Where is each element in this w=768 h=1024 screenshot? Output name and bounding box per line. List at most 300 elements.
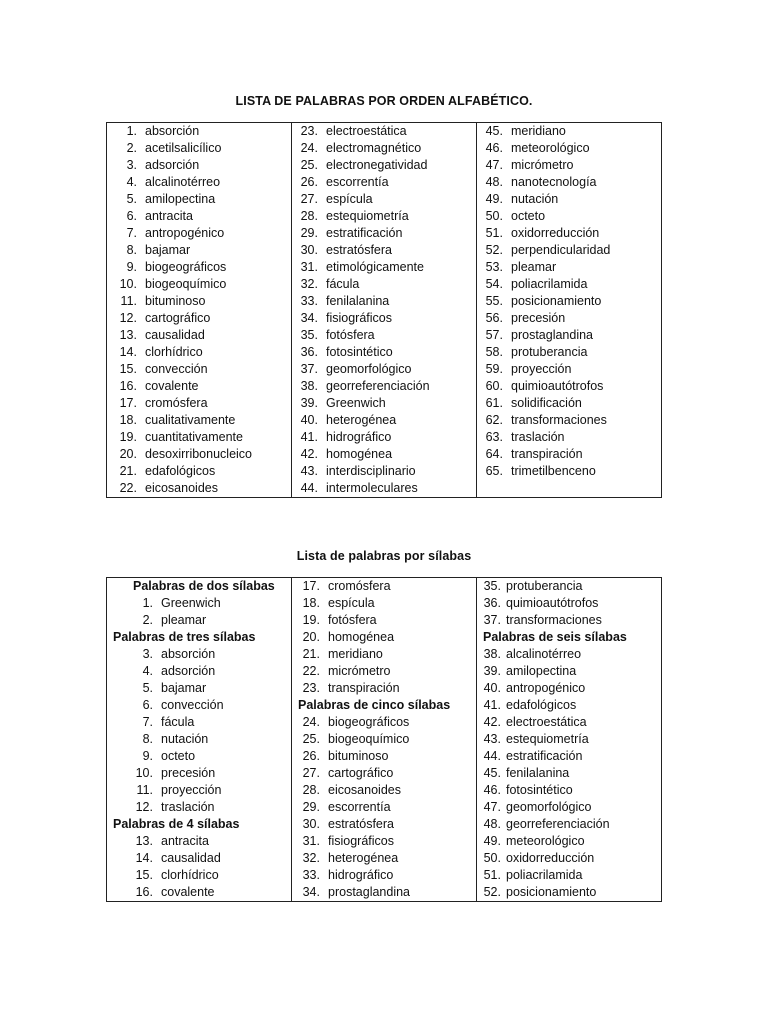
word-text: eicosanoides (328, 783, 401, 797)
table-cell (292, 395, 477, 412)
word-number: 44. (300, 481, 318, 495)
table-cell (107, 629, 292, 646)
word-text: bituminoso (145, 294, 206, 308)
table-cell (477, 310, 662, 327)
word-number: 24. (300, 141, 318, 155)
word-text: adsorción (145, 158, 200, 172)
table-cell (477, 140, 662, 157)
word-number: 9. (142, 749, 153, 763)
word-number: 5. (126, 192, 137, 206)
word-text: biogeográficos (328, 715, 410, 729)
table-cell (477, 714, 662, 731)
word-number: 43. (483, 732, 501, 746)
word-text: fisiográficos (326, 311, 392, 325)
table-cell (477, 174, 662, 191)
table-cell (477, 748, 662, 765)
table-cell (477, 799, 662, 816)
table-cell (477, 293, 662, 310)
table-row (107, 344, 662, 361)
table-row (107, 123, 662, 141)
table-cell (292, 140, 477, 157)
word-number: 41. (483, 698, 501, 712)
table-cell (107, 208, 292, 225)
word-number: 23. (302, 681, 320, 695)
word-text: oxidorreducción (506, 851, 595, 865)
word-text: fotósfera (328, 613, 377, 627)
table-cell (107, 378, 292, 395)
word-number: 48. (483, 817, 501, 831)
table-cell (477, 378, 662, 395)
word-text: cromósfera (328, 579, 391, 593)
word-number: 60. (485, 379, 503, 393)
table-cell (292, 276, 477, 293)
table-cell (477, 765, 662, 782)
syllable-group-heading: Palabras de cinco sílabas (298, 698, 451, 712)
table-cell (107, 344, 292, 361)
word-text: proyección (161, 783, 222, 797)
word-text: octeto (161, 749, 196, 763)
word-text: bajamar (161, 681, 207, 695)
table-row (107, 276, 662, 293)
word-text: etimológicamente (326, 260, 424, 274)
table-cell (107, 731, 292, 748)
word-text: acetilsalicílico (145, 141, 222, 155)
table-cell (107, 646, 292, 663)
table-cell (292, 361, 477, 378)
word-number: 58. (485, 345, 503, 359)
table-row (107, 867, 662, 884)
table-cell (107, 680, 292, 697)
word-text: quimioautótrofos (511, 379, 604, 393)
table-cell (107, 714, 292, 731)
word-number: 15. (135, 868, 153, 882)
table-cell (477, 867, 662, 884)
word-text: octeto (511, 209, 546, 223)
table-cell (477, 412, 662, 429)
word-number: 11. (120, 294, 137, 308)
table-cell (107, 174, 292, 191)
word-number: 42. (483, 715, 501, 729)
table-cell (107, 782, 292, 799)
table-row (107, 850, 662, 867)
word-text: convección (161, 698, 224, 712)
table-cell (292, 816, 477, 833)
word-text: meteorológico (511, 141, 590, 155)
table-cell (477, 646, 662, 663)
table-cell (477, 191, 662, 208)
syllable-group-heading: Palabras de seis sílabas (483, 630, 627, 644)
word-number: 32. (302, 851, 320, 865)
table-cell (107, 225, 292, 242)
table-row (107, 174, 662, 191)
table-row (107, 731, 662, 748)
word-text: convección (145, 362, 208, 376)
word-text: causalidad (161, 851, 221, 865)
word-text: edafológicos (145, 464, 216, 478)
word-number: 43. (300, 464, 318, 478)
table-cell (477, 344, 662, 361)
word-text: posicionamiento (511, 294, 602, 308)
word-number: 21. (119, 464, 137, 478)
word-number: 27. (300, 192, 318, 206)
word-text: cualitativamente (145, 413, 236, 427)
word-number: 29. (300, 226, 318, 240)
word-text: georreferenciación (506, 817, 610, 831)
page-title-syllables: Lista de palabras por sílabas (296, 549, 472, 563)
word-number: 9. (126, 260, 137, 274)
word-number: 64. (485, 447, 503, 461)
word-text: intermoleculares (326, 481, 418, 495)
word-text: estequiometría (326, 209, 409, 223)
table-cell (477, 697, 662, 714)
table-row (107, 578, 662, 596)
table-cell (477, 782, 662, 799)
word-number: 23. (300, 124, 318, 138)
word-number: 41. (300, 430, 318, 444)
word-number: 55. (485, 294, 503, 308)
word-text: biogeoquímico (328, 732, 410, 746)
table-cell (292, 123, 477, 141)
table-row (107, 293, 662, 310)
word-number: 49. (483, 834, 501, 848)
word-text: precesión (161, 766, 216, 780)
table-cell (292, 293, 477, 310)
table-cell (292, 446, 477, 463)
word-number: 40. (300, 413, 318, 427)
word-number: 28. (300, 209, 318, 223)
table-cell (292, 850, 477, 867)
word-number: 45. (485, 124, 503, 138)
word-text: cartográfico (328, 766, 394, 780)
word-number: 44. (483, 749, 501, 763)
word-text: estratósfera (326, 243, 393, 257)
word-text: heterogénea (328, 851, 399, 865)
word-number: 47. (485, 158, 503, 172)
table-cell (292, 157, 477, 174)
table-row (107, 378, 662, 395)
word-text: fisiográficos (328, 834, 394, 848)
word-text: biogeoquímico (145, 277, 227, 291)
word-text: Greenwich (161, 596, 221, 610)
word-number: 2. (142, 613, 153, 627)
word-text: traslación (161, 800, 215, 814)
word-number: 52. (485, 243, 503, 257)
table-cell (477, 327, 662, 344)
word-number: 20. (119, 447, 137, 461)
table-cell (107, 157, 292, 174)
word-text: estratósfera (328, 817, 395, 831)
word-text: precesión (511, 311, 566, 325)
word-number: 28. (302, 783, 320, 797)
word-text: protuberancia (506, 579, 583, 593)
word-number: 39. (483, 664, 501, 678)
table-row (107, 395, 662, 412)
word-number: 3. (142, 647, 153, 661)
table-cell (477, 429, 662, 446)
table-cell (292, 646, 477, 663)
table-row (107, 463, 662, 480)
word-text: escorrentía (328, 800, 391, 814)
word-text: transpiración (328, 681, 400, 695)
word-number: 56. (485, 311, 503, 325)
word-number: 53. (485, 260, 503, 274)
word-text: desoxirribonucleico (145, 447, 253, 461)
table-cell (477, 480, 662, 498)
word-text: meridiano (511, 124, 566, 138)
syllable-group-heading: Palabras de tres sílabas (113, 630, 256, 644)
word-number: 4. (126, 175, 137, 189)
word-number: 39. (300, 396, 318, 410)
word-number: 21. (302, 647, 320, 661)
word-number: 47. (483, 800, 501, 814)
table-row (107, 208, 662, 225)
table-row (107, 429, 662, 446)
table-row (107, 225, 662, 242)
alphabetical-word-table (106, 122, 662, 498)
word-number: 2. (126, 141, 137, 155)
word-number: 17. (302, 579, 320, 593)
table-row (107, 595, 662, 612)
table-row (107, 884, 662, 902)
word-number: 11. (136, 783, 153, 797)
table-cell (477, 463, 662, 480)
word-number: 30. (300, 243, 318, 257)
word-number: 19. (302, 613, 320, 627)
word-number: 37. (483, 613, 501, 627)
table-row (107, 612, 662, 629)
table-cell (292, 714, 477, 731)
word-text: micrómetro (511, 158, 574, 172)
word-text: transformaciones (506, 613, 602, 627)
table-cell (292, 463, 477, 480)
word-text: posicionamiento (506, 885, 597, 899)
word-number: 17. (119, 396, 137, 410)
word-text: prostaglandina (328, 885, 411, 899)
table-row (107, 697, 662, 714)
word-number: 13. (135, 834, 153, 848)
table-cell (107, 361, 292, 378)
table-cell (292, 259, 477, 276)
syllable-group-heading: Palabras de dos sílabas (133, 579, 275, 593)
word-text: geomorfológico (326, 362, 412, 376)
word-text: bajamar (145, 243, 191, 257)
table-cell (292, 799, 477, 816)
word-number: 27. (302, 766, 320, 780)
table-cell (292, 578, 477, 596)
table-cell (292, 174, 477, 191)
word-text: antropogénico (506, 681, 586, 695)
table-row (107, 361, 662, 378)
table-cell (107, 395, 292, 412)
table-cell (292, 480, 477, 498)
table-cell (107, 123, 292, 141)
word-text: meridiano (328, 647, 383, 661)
word-text: estratificación (326, 226, 403, 240)
word-text: prostaglandina (511, 328, 594, 342)
word-number: 26. (302, 749, 320, 763)
table-cell (107, 697, 292, 714)
table-row (107, 765, 662, 782)
table-cell (107, 884, 292, 902)
table-cell (107, 463, 292, 480)
word-text: clorhídrico (161, 868, 219, 882)
word-text: electronegatividad (326, 158, 428, 172)
table-cell (292, 412, 477, 429)
table-cell (477, 361, 662, 378)
table-cell (292, 344, 477, 361)
word-text: fotósfera (326, 328, 375, 342)
word-text: pleamar (511, 260, 557, 274)
word-number: 46. (485, 141, 503, 155)
table-row (107, 714, 662, 731)
table-cell (477, 259, 662, 276)
word-number: 51. (483, 868, 501, 882)
word-text: trimetilbenceno (511, 464, 596, 478)
word-text: antracita (161, 834, 209, 848)
word-text: meteorológico (506, 834, 585, 848)
table-cell (107, 578, 292, 596)
word-text: nutación (161, 732, 209, 746)
word-text: estratificación (506, 749, 583, 763)
word-text: espícula (326, 192, 373, 206)
word-text: cromósfera (145, 396, 208, 410)
word-number: 50. (483, 851, 501, 865)
table-cell (107, 480, 292, 498)
word-number: 14. (119, 345, 137, 359)
table-cell (107, 140, 292, 157)
table-row (107, 327, 662, 344)
word-text: hidrográfico (326, 430, 392, 444)
table-cell (477, 578, 662, 596)
word-text: protuberancia (511, 345, 588, 359)
table-cell (477, 850, 662, 867)
word-number: 26. (300, 175, 318, 189)
word-text: geomorfológico (506, 800, 592, 814)
word-text: nutación (511, 192, 559, 206)
word-number: 12. (135, 800, 153, 814)
table-cell (477, 225, 662, 242)
table-cell (477, 123, 662, 141)
page-title-alphabetical: LISTA DE PALABRAS POR ORDEN ALFABÉTICO. (235, 94, 533, 108)
word-number: 16. (135, 885, 153, 899)
word-text: poliacrilamida (511, 277, 588, 291)
table-cell (292, 378, 477, 395)
word-text: transpiración (511, 447, 583, 461)
word-text: fotosintético (506, 783, 573, 797)
table-cell (107, 867, 292, 884)
word-number: 59. (485, 362, 503, 376)
word-text: quimioautótrofos (506, 596, 599, 610)
table-row (107, 748, 662, 765)
word-text: clorhídrico (145, 345, 203, 359)
word-number: 33. (300, 294, 318, 308)
table-row (107, 799, 662, 816)
word-text: electroestática (506, 715, 587, 729)
table-cell (292, 697, 477, 714)
table-cell (477, 612, 662, 629)
word-text: alcalinotérreo (145, 175, 221, 189)
word-number: 61. (485, 396, 503, 410)
word-number: 38. (300, 379, 318, 393)
word-text: adsorción (161, 664, 216, 678)
word-text: homogénea (326, 447, 393, 461)
word-number: 46. (483, 783, 501, 797)
word-number: 13. (119, 328, 137, 342)
table-cell (477, 884, 662, 902)
word-number: 18. (119, 413, 137, 427)
word-number: 42. (300, 447, 318, 461)
word-number: 16. (119, 379, 137, 393)
word-number: 49. (485, 192, 503, 206)
word-number: 22. (302, 664, 320, 678)
word-number: 6. (142, 698, 153, 712)
table-cell (107, 259, 292, 276)
table-row (107, 480, 662, 498)
table-cell (292, 833, 477, 850)
table-cell (292, 629, 477, 646)
table-cell (292, 429, 477, 446)
word-number: 5. (142, 681, 153, 695)
syllable-word-table (106, 577, 662, 902)
word-text: amilopectina (145, 192, 216, 206)
word-number: 40. (483, 681, 501, 695)
table-cell (292, 867, 477, 884)
word-number: 52. (483, 885, 501, 899)
word-number: 63. (485, 430, 503, 444)
word-text: covalente (161, 885, 215, 899)
syllable-group-heading: Palabras de 4 sílabas (113, 817, 240, 831)
word-text: homogénea (328, 630, 395, 644)
word-text: antropogénico (145, 226, 225, 240)
word-text: transformaciones (511, 413, 607, 427)
word-text: biogeográficos (145, 260, 227, 274)
table-cell (292, 310, 477, 327)
table-row (107, 629, 662, 646)
word-number: 6. (126, 209, 137, 223)
table-row (107, 663, 662, 680)
word-text: cuantitativamente (145, 430, 243, 444)
table-cell (292, 327, 477, 344)
table-cell (292, 731, 477, 748)
word-number: 14. (135, 851, 153, 865)
word-number: 10. (135, 766, 153, 780)
word-text: causalidad (145, 328, 205, 342)
word-number: 37. (300, 362, 318, 376)
table-cell (477, 276, 662, 293)
table-cell (292, 595, 477, 612)
table-cell (107, 765, 292, 782)
table-cell (107, 310, 292, 327)
table-cell (477, 816, 662, 833)
word-text: fácula (326, 277, 360, 291)
table-cell (477, 595, 662, 612)
table-cell (292, 663, 477, 680)
word-number: 45. (483, 766, 501, 780)
table-cell (107, 191, 292, 208)
table-cell (477, 731, 662, 748)
word-number: 7. (142, 715, 153, 729)
word-number: 19. (119, 430, 137, 444)
table-cell (477, 663, 662, 680)
word-text: solidificación (511, 396, 582, 410)
word-number: 51. (485, 226, 503, 240)
word-text: interdisciplinario (326, 464, 416, 478)
table-cell (292, 782, 477, 799)
word-number: 29. (302, 800, 320, 814)
word-text: eicosanoides (145, 481, 218, 495)
word-text: pleamar (161, 613, 207, 627)
table-row (107, 310, 662, 327)
